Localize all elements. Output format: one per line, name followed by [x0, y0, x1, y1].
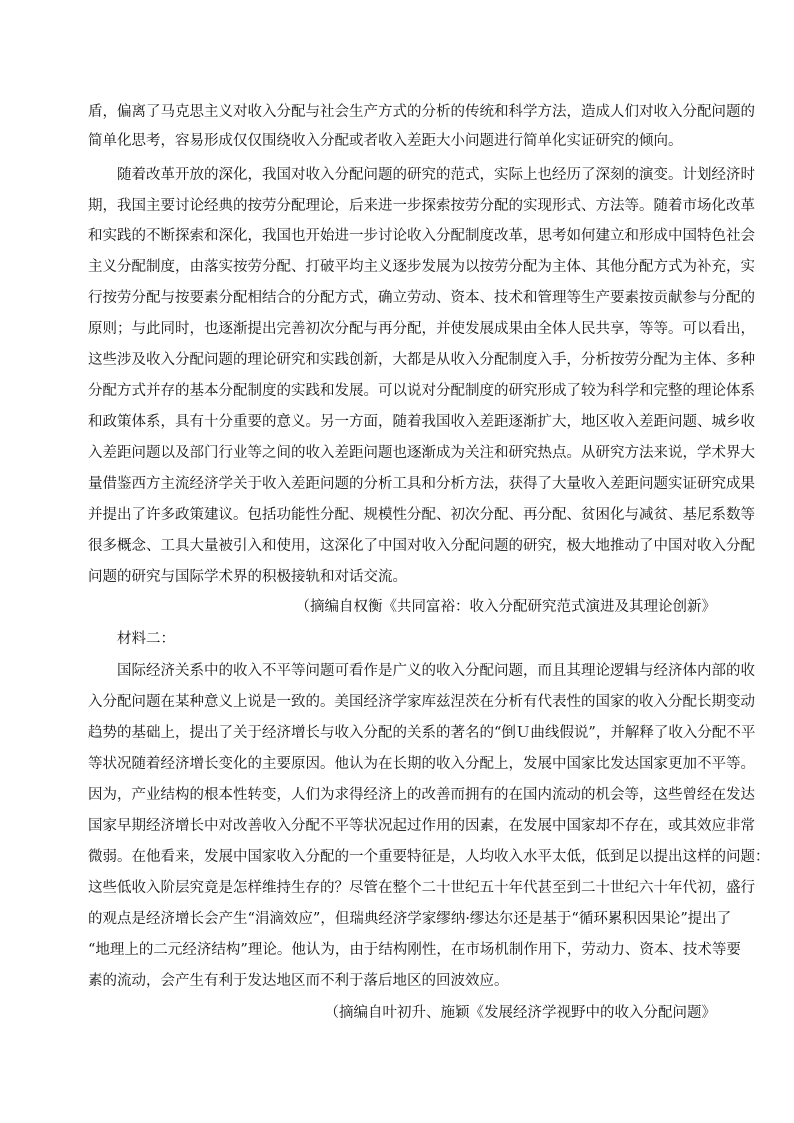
- paragraph-line: 这些低收入阶层究竟是怎样维持生存的？尽管在整个二十世纪五十年代甚至到二十世纪六十年代初，盛行: [88, 880, 755, 896]
- paragraph-line: 国际经济关系中的收入不平等问题可看作是广义的收入分配问题，而且其理论逻辑与经济体内部的收: [88, 663, 755, 679]
- paragraph-line: 等状况随着经济增长变化的主要原因。他认为在长期的收入分配上，发展中国家比发达国家更加不平等。: [88, 756, 755, 772]
- material-label: 材料二：: [88, 631, 175, 647]
- paragraph-line: 简单化思考，容易形成仅仅围绕收入分配或者收入差距大小问题进行简单化实证研究的倾向。: [88, 133, 683, 149]
- source-citation: （摘编自叶初升、施颖《发展经济学视野中的收入分配问题》: [324, 1005, 716, 1021]
- paragraph-line: “地理上的二元经济结构”理论。他认为，由于结构刚性，在市场机制作用下，劳动力、资本、技术等要: [88, 942, 741, 958]
- paragraph-line: 趋势的基础上，提出了关于经济增长与收入分配的关系的著名的“倒Ｕ曲线假说”，并解释了收入分配不平: [88, 725, 756, 741]
- paragraph-line: 很多概念、工具大量被引入和使用，这深化了中国对收入分配问题的研究，极大地推动了中国对收入分配: [88, 538, 755, 554]
- paragraph-line: 因为，产业结构的根本性转变，人们为求得经济上的改善而拥有的在国内流动的机会等，这些曾经在发达: [88, 787, 755, 803]
- paragraph-line: 分配方式并存的基本分配制度的实践和发展。可以说对分配制度的研究形成了较为科学和完整的理论体系: [88, 383, 755, 399]
- paragraph-line: 入差距问题以及部门行业等之间的收入差距问题也逐渐成为关注和研究热点。从研究方法来说，学术界大: [88, 445, 755, 461]
- paragraph-line: 盾，偏离了马克思主义对收入分配与社会生产方式的分析的传统和科学方法，造成人们对收入分配问题的: [88, 104, 755, 120]
- paragraph-line: 的观点是经济增长会产生“涓滴效应”，但瑞典经济学家缪纳·缪达尔还是基于“循环累积因果论”提出了: [88, 911, 732, 927]
- paragraph-line: 和实践的不断探索和深化，我国也开始进一步讨论收入分配制度改革，思考如何建立和形成中国特色社会: [88, 228, 755, 244]
- paragraph-line: 随着改革开放的深化，我国对收入分配问题的研究的范式，实际上也经历了深刻的演变。计划经济时: [88, 167, 755, 183]
- source-citation: （摘编自权衡《共同富裕：收入分配研究范式演进及其理论创新》: [295, 599, 716, 615]
- paragraph-line: 国家早期经济增长中对改善收入分配不平等状况起过作用的因素，在发展中国家却不存在，或其效应非常: [88, 818, 755, 834]
- paragraph-line: 行按劳分配与按要素分配相结合的分配方式，确立劳动、资本、技术和管理等生产要素按贡献参与分配的: [88, 290, 755, 306]
- paragraph-line: 原则；与此同时，也逐渐提出完善初次分配与再分配，并使发展成果由全体人民共享，等等。可以看出，: [88, 321, 755, 337]
- paragraph-line: 问题的研究与国际学术界的积极接轨和对话交流。: [88, 569, 407, 585]
- paragraph-line: 微弱。在他看来，发展中国家收入分配的一个重要特征是，人均收入水平太低，低到足以提出这样的问题：: [88, 849, 770, 865]
- paragraph-line: 量借鉴西方主流经济学关于收入差距问题的分析工具和分析方法，获得了大量收入差距问题实证研究成果: [88, 476, 755, 492]
- paragraph-line: 这些涉及收入分配问题的理论研究和实践创新，大都是从收入分配制度入手，分析按劳分配为主体、多种: [88, 352, 755, 368]
- paragraph-line: 期，我国主要讨论经典的按劳分配理论，后来进一步探索按劳分配的实现形式、方法等。随着市场化改革: [88, 198, 755, 214]
- paragraph-line: 入分配问题在某种意义上说是一致的。美国经济学家库兹涅茨在分析有代表性的国家的收入分配长期变动: [88, 694, 755, 710]
- paragraph-line: 和政策体系，具有十分重要的意义。另一方面，随着我国收入差距逐渐扩大，地区收入差距问题、城乡收: [88, 414, 755, 430]
- paragraph-line: 并提出了许多政策建议。包括功能性分配、规模性分配、初次分配、再分配、贫困化与减贫、基尼系数等: [88, 507, 755, 523]
- paragraph-line: 主义分配制度，由落实按劳分配、打破平均主义逐步发展为以按劳分配为主体、其他分配方式为补充，实: [88, 259, 755, 275]
- paragraph-line: 素的流动，会产生有利于发达地区而不利于落后地区的回波效应。: [88, 973, 509, 989]
